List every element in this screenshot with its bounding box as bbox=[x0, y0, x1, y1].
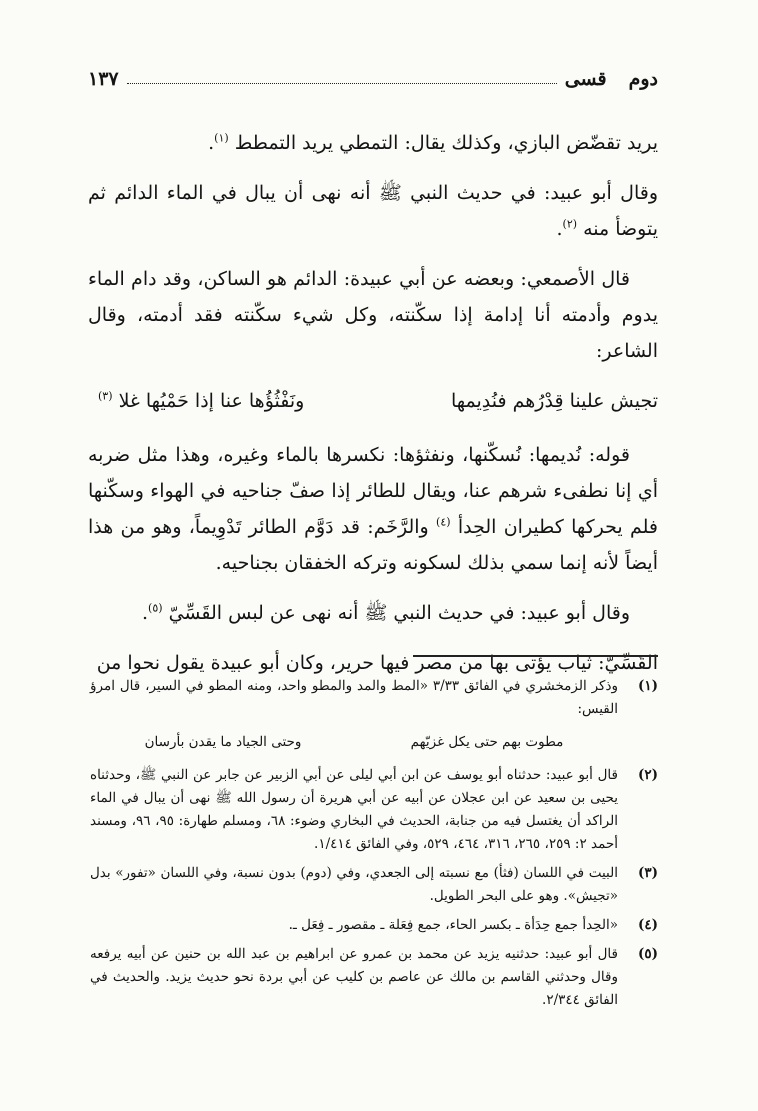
footnote-ref-3: (٣) bbox=[98, 389, 113, 403]
poetry-verse bbox=[88, 383, 658, 419]
paragraph-4-continuation: والرَّخَم: قد دَوَّم الطائر تَدْوِيماً، وهو من هذا أيضاً لأنه إنما سمي بذلك لسكونه وتركه الخفقان بجناحيه. bbox=[88, 516, 658, 574]
footnote-text: وذكر الزمخشري في الفائق ٣/٣٣ «المط والمد والمطو واحد، ومنه المطو في السير، قال امرؤ القيس: bbox=[90, 678, 618, 717]
footnote-ref-2: (٢) bbox=[562, 217, 578, 231]
verse-hemistich-2: ونَفْثُؤُها عنا إذا حَمْيُها غلا bbox=[118, 390, 305, 412]
footnote-number: (١) bbox=[637, 678, 658, 694]
footnote-number: (٥) bbox=[637, 946, 658, 962]
footnote-number: (٣) bbox=[637, 865, 658, 881]
running-header bbox=[88, 68, 658, 90]
footnote-text: قال أبو عبيد: حدثناه أبو يوسف عن ابن أبي ليلى عن أبي الزبير عن جابر عن النبي ﷺ، وحدثناه يحيى بن سعيد عن ابن عجلان عن أبيه عن أبي هريرة أن رسول الله ﷺ نهى أن يبال في الماء الراكد أن يغتسل فيه من جنابة، الحديث في البخاري وضوء: ٦٨، ومسلم طهارة: ٩٥، ٩٦، ومسند أحمد ٢: ٢٥٩، ٢٦٥، ٣١٦، ٤٦٤، ٥٢٩، وفي الفائق ١/٤١٤. bbox=[90, 767, 618, 852]
footnote-text: البيت في اللسان (فثأ) مع نسبته إلى الجعدي، وفي (دوم) بدون نسبة، وفي اللسان «تفور» بدل «تجيش». وهو على البحر الطويل. bbox=[90, 865, 618, 904]
main-text bbox=[88, 125, 658, 695]
paragraph-2: وقال أبو عبيد: في حديث النبي ﷺ أنه نهى أن يبال في الماء الدائم ثم يتوضأ منه $^{(٢)}$. bbox=[88, 182, 659, 240]
paragraph-3-text: قال الأصمعي: وبعضه عن أبي عبيدة: الدائم هو الساكن، وقد دام الماء يدوم وأدمته أنا إدامة إذا سكّنته، وكل شيء سكّنته فقد أدمته، وقال الشاعر: bbox=[88, 268, 658, 362]
footnote-5 bbox=[90, 943, 658, 1012]
footnote-number: (٤) bbox=[637, 917, 658, 933]
footnote-verse bbox=[90, 731, 618, 754]
footnote-4 bbox=[90, 914, 658, 937]
footnote-text: «الحِدأ جمع حِدَأة ـ بكسر الحاء، جمع فِعَلة ـ مقصور ـ فِعَل ـ. bbox=[288, 917, 618, 933]
paragraph-1: يريد تقضّض البازي، وكذلك يقال: التمطي يريد التمطط $^{(١)}$. bbox=[208, 131, 658, 154]
footnote-separator bbox=[413, 655, 658, 657]
paragraph-1-text: يريد تقضّض البازي، وكذلك يقال: التمطي يريد التمطط bbox=[234, 132, 658, 154]
paragraph-5-text: وقال أبو عبيد: في حديث النبي ﷺ أنه نهى عن لبس القَسِّيّ bbox=[168, 602, 630, 624]
footnote-ref-4: (٤) bbox=[436, 515, 451, 529]
footnote-1 bbox=[90, 675, 658, 758]
paragraph-4 bbox=[88, 437, 658, 581]
footnote-body bbox=[90, 675, 618, 758]
page-number: ١٣٧ bbox=[88, 68, 119, 90]
footnote-ref-1: (١) bbox=[214, 131, 229, 145]
paragraph-4-text: قوله: نُديمها: نُسكّنها، ونفثؤها: نكسرها بالماء وغيره، وهذا مثل ضربه أي إنا نطفىء شرهم عنا، ويقال للطائر إذا صفّ جناحيه في الهواء وسكّنها فلم يحركها كطيران الحِدأ bbox=[88, 444, 659, 538]
footnote-number: (٢) bbox=[637, 767, 658, 783]
paragraph-3 bbox=[88, 261, 658, 369]
footnotes bbox=[90, 675, 658, 1018]
headword-1: دوم bbox=[628, 68, 658, 90]
footnote-2 bbox=[90, 764, 658, 856]
footnote-ref-5: (٥) bbox=[148, 601, 163, 615]
paragraph-6-text: القَسِّيّ: ثياب يؤتى بها من مصر فيها حرير، وكان أبو عبيدة يقول نحوا من bbox=[96, 652, 658, 674]
header-dotted-rule bbox=[127, 83, 557, 84]
paragraph-5: وقال أبو عبيد: في حديث النبي ﷺ أنه نهى عن لبس القَسِّيّ $^{(٥)}$. bbox=[141, 601, 630, 624]
footnote-text: قال أبو عبيد: حدثنيه يزيد عن محمد بن عمرو عن ابراهيم بن عبد الله بن حنين عن أبيه يرفعه وقال وحدثني القاسم بن مالك عن عاصم بن كليب عن أبي بردة نحو حديث يزيد. والحديث في الفائق ٢/٣٤٤. bbox=[90, 946, 618, 1008]
footnote-3 bbox=[90, 862, 658, 908]
headword-2: قسى bbox=[564, 68, 607, 90]
verse-hemistich-1: تجيش علينا قِدْرُهم فنُدِيمها bbox=[450, 390, 658, 412]
verse-hemistich-2-wrap bbox=[98, 383, 304, 419]
footnote-verse-1: مطوت بهم حتى يكل غزيّهم bbox=[410, 734, 564, 750]
paragraph-2-text: وقال أبو عبيد: في حديث النبي ﷺ أنه نهى أن يبال في الماء الدائم ثم يتوضأ منه bbox=[88, 182, 659, 240]
footnote-verse-2: وحتى الجياد ما يقدن بأرسان bbox=[144, 734, 302, 750]
